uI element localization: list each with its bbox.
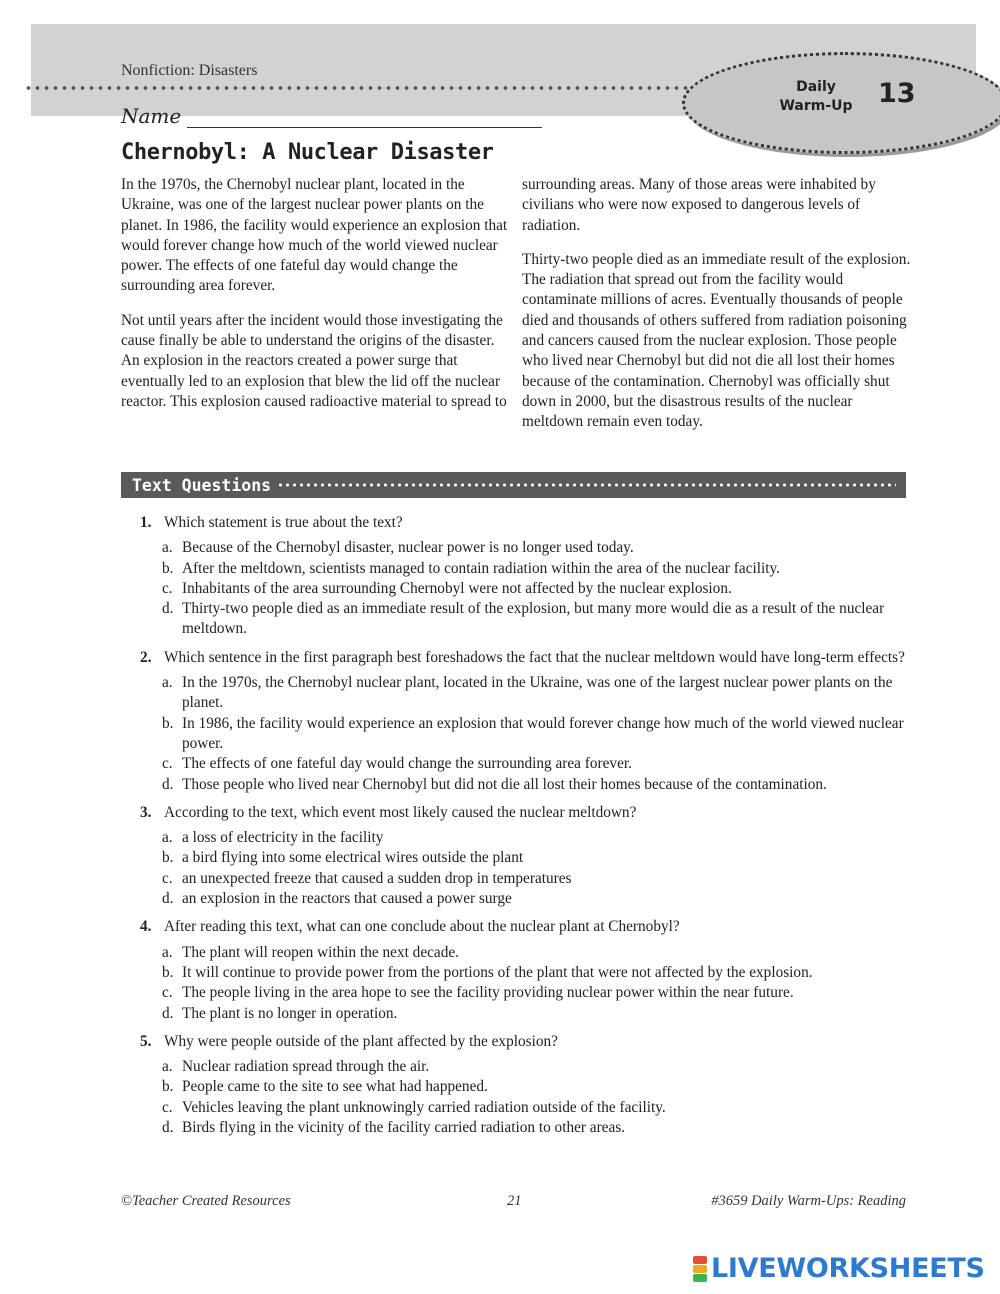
question-text: Why were people outside of the plant affected by the explosion? (164, 1032, 558, 1050)
answer-option[interactable] (162, 963, 910, 983)
answer-options (162, 538, 910, 639)
answer-options (162, 673, 910, 795)
warmup-number: 13 (878, 78, 916, 109)
logo-color-bar (693, 1256, 707, 1264)
question-stem (140, 1032, 910, 1052)
footer-page-number: 21 (507, 1193, 522, 1209)
questions-header-title: Text Questions (132, 475, 272, 495)
option-text: It will continue to provide power from the portions of the plant that were not affected by the explosion. (182, 963, 813, 981)
answer-option[interactable] (162, 714, 910, 755)
warmup-label: Daily Warm-Up (779, 79, 853, 114)
option-text: Because of the Chernobyl disaster, nuclear power is no longer used today. (182, 539, 634, 557)
option-letter: d. (162, 890, 174, 908)
option-letter: c. (162, 869, 173, 887)
question-number: 5. (140, 1032, 152, 1050)
question-stem (140, 648, 910, 668)
option-text: an unexpected freeze that caused a sudden drop in temperatures (182, 869, 572, 887)
question-number: 3. (140, 803, 152, 821)
option-text: a loss of electricity in the facility (182, 829, 384, 847)
question-text: Which statement is true about the text? (164, 514, 403, 531)
option-letter: a. (162, 674, 173, 692)
option-text: a bird flying into some electrical wires outside the plant (182, 849, 524, 867)
footer-book-title: #3659 Daily Warm-Ups: Reading (711, 1193, 906, 1209)
option-letter: c. (162, 1098, 173, 1116)
option-letter: b. (162, 559, 174, 577)
liveworksheets-logo[interactable] (693, 1253, 985, 1284)
answer-option[interactable] (162, 828, 910, 848)
question-number: 1. (140, 514, 152, 531)
question-number: 4. (140, 918, 152, 936)
question-list (140, 513, 910, 1146)
option-text: Vehicles leaving the plant unknowingly carried radiation outside of the facility. (182, 1098, 666, 1116)
option-text: Those people who lived near Chernobyl but did not die all lost their homes because of the contamination. (182, 775, 827, 793)
question-text: According to the text, which event most likely caused the nuclear meltdown? (164, 803, 637, 821)
footer-publisher: ©Teacher Created Resources (121, 1193, 291, 1209)
questions-header-bar (121, 472, 906, 498)
passage-right-column (522, 175, 912, 447)
name-underline (187, 127, 542, 128)
answer-option[interactable] (162, 889, 910, 909)
option-letter: b. (162, 963, 174, 981)
option-letter: c. (162, 579, 173, 597)
answer-option[interactable] (162, 1004, 910, 1024)
option-letter: a. (162, 539, 173, 557)
question-stem (140, 917, 910, 937)
option-text: Inhabitants of the area surrounding Chernobyl were not affected by the nuclear explosion. (182, 579, 732, 597)
option-text: Birds flying in the vicinity of the facility carried radiation to other areas. (182, 1119, 626, 1137)
name-label: Name (121, 104, 182, 128)
option-text: After the meltdown, scientists managed to contain radiation within the area of the nuclear facility. (182, 559, 780, 577)
answer-option[interactable] (162, 673, 910, 714)
passage-paragraph: Not until years after the incident would those investigating the cause finally be able to understand the origins of the disaster. An explosion in the reactors created a power surge that eventually led to an explosion that blew the lid off the nuclear reactor. This explosion caused radioactive material to spread to (121, 311, 507, 410)
option-letter: a. (162, 829, 173, 847)
answer-option[interactable] (162, 983, 910, 1003)
logo-color-bar (693, 1265, 707, 1273)
option-text: The plant is no longer in operation. (182, 1004, 398, 1022)
option-letter: b. (162, 1078, 174, 1096)
question-item (140, 917, 910, 1023)
option-letter: c. (162, 755, 173, 773)
answer-option[interactable] (162, 1098, 910, 1118)
option-letter: a. (162, 1058, 173, 1076)
header-dotted-divider (24, 85, 704, 91)
answer-option[interactable] (162, 848, 910, 868)
answer-option[interactable] (162, 869, 910, 889)
answer-option[interactable] (162, 579, 910, 599)
passage-paragraph: In the 1970s, the Chernobyl nuclear plant, located in the Ukraine, was one of the largest nuclear power plants on the planet. In 1986, the facility would experience an explosion that would forever change how much of the world viewed nuclear power. The effects of one fateful day would change the surrounding area forever. (121, 176, 508, 295)
answer-option[interactable] (162, 559, 910, 579)
name-field[interactable] (121, 104, 551, 134)
option-text: The plant will reopen within the next decade. (182, 943, 459, 961)
option-letter: b. (162, 849, 174, 867)
page-title: Chernobyl: A Nuclear Disaster (121, 140, 494, 165)
option-text: Thirty-two people died as an immediate result of the explosion, but many more would die as a result of the nuclear meltdown. (182, 600, 885, 638)
option-letter: a. (162, 943, 173, 961)
option-letter: d. (162, 1119, 174, 1137)
question-text: Which sentence in the first paragraph best foreshadows the fact that the nuclear meltdown would have long-term effects? (164, 648, 905, 666)
answer-option[interactable] (162, 1118, 910, 1138)
question-stem (140, 803, 910, 823)
answer-option[interactable] (162, 599, 910, 640)
answer-option[interactable] (162, 943, 910, 963)
liveworksheets-logo-icon (693, 1256, 707, 1282)
option-text: In the 1970s, the Chernobyl nuclear plant, located in the Ukraine, was one of the largest nuclear power plants on the planet. (182, 674, 893, 712)
passage-paragraph: Thirty-two people died as an immediate result of the explosion. The radiation that spread out from the facility would contaminate millions of acres. Eventually thousands of people died and thousands of others suffered from radiation poisoning and cancers caused from the nuclear explosion. Those people who lived near Chernobyl but did not die all lost their homes because of the contamination. Chernobyl was officially shut down in 2000, but the disastrous results of the nuclear meltdown remain even today. (522, 250, 911, 431)
option-text: an explosion in the reactors that caused a power surge (182, 890, 512, 908)
question-item (140, 803, 910, 909)
answer-options (162, 1057, 910, 1138)
answer-option[interactable] (162, 754, 910, 774)
option-text: The people living in the area hope to see the facility providing nuclear power within the near future. (182, 984, 794, 1002)
option-letter: d. (162, 600, 174, 618)
option-text: The effects of one fateful day would change the surrounding area forever. (182, 755, 632, 773)
answer-options (162, 828, 910, 909)
option-text: People came to the site to see what had happened. (182, 1078, 488, 1096)
answer-options (162, 943, 910, 1024)
option-letter: d. (162, 1004, 174, 1022)
answer-option[interactable] (162, 1077, 910, 1097)
questions-header-dots (277, 482, 896, 488)
question-item (140, 513, 910, 640)
answer-option[interactable] (162, 1057, 910, 1077)
option-letter: d. (162, 775, 174, 793)
liveworksheets-logo-text: LIVEWORKSHEETS (711, 1253, 985, 1284)
passage-left-column (121, 175, 509, 426)
section-label: Nonfiction: Disasters (121, 62, 258, 79)
question-item (140, 648, 910, 795)
question-item (140, 1032, 910, 1138)
question-number: 2. (140, 648, 152, 666)
option-text: In 1986, the facility would experience an explosion that would forever change how much of the world viewed nuclear power. (182, 714, 904, 752)
passage-paragraph: surrounding areas. Many of those areas were inhabited by civilians who were now exposed to dangerous levels of radiation. (522, 176, 876, 234)
option-letter: c. (162, 984, 173, 1002)
answer-option[interactable] (162, 538, 910, 558)
question-text: After reading this text, what can one conclude about the nuclear plant at Chernobyl? (164, 918, 680, 936)
option-letter: b. (162, 714, 174, 732)
question-stem (140, 513, 910, 533)
answer-option[interactable] (162, 775, 910, 795)
option-text: Nuclear radiation spread through the air. (182, 1058, 430, 1076)
logo-color-bar (693, 1274, 707, 1282)
